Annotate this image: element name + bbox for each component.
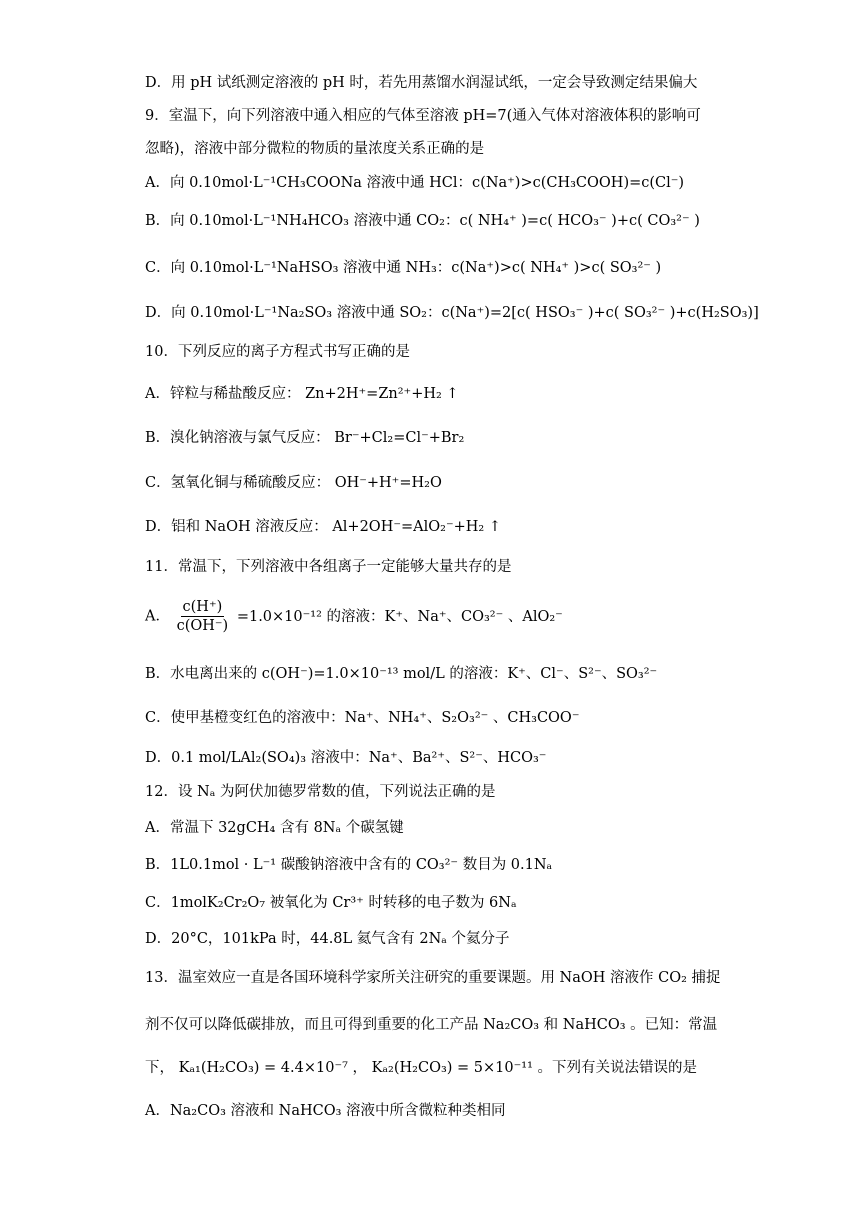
q9-stem-line2: 忽略)，溶液中部分微粒的物质的量浓度关系正确的是 [145,141,485,157]
q9-stem-line1: 9．室温下，向下列溶液中通入相应的气体至溶液 pH=7(通入气体对溶液体积的影响可 [145,108,701,124]
q9-option-a: A．向 0.10mol·L⁻¹CH₃COONa 溶液中通 HCl：c(Na⁺)>c(CH₃COOH)=c(Cl⁻) [145,175,685,191]
q12-option-b: B．1L0.1mol · L⁻¹ 碳酸钠溶液中含有的 CO₃²⁻ 数目为 0.1Nₐ [145,857,553,873]
q12-option-a: A．常温下 32gCH₄ 含有 8Nₐ 个碳氢键 [145,820,404,836]
q10-option-c: C．氢氧化铜与稀硫酸反应： OH⁻+H⁺=H₂O [145,475,442,491]
q11-option-a-rest: =1.0×10⁻¹² 的溶液：K⁺、Na⁺、CO₃²⁻ 、AlO₂⁻ [236,608,563,625]
q13-stem-line1: 13．温室效应一直是各国环境科学家所关注研究的重要课题。用 NaOH 溶液作 CO₂ 捕捉 [145,970,721,986]
q11-option-b: B．水电离出来的 c(OH⁻)=1.0×10⁻¹³ mol/L 的溶液：K⁺、Cl⁻、S²⁻、SO₃²⁻ [145,666,658,682]
fraction-denominator: c(OH⁻) [176,618,229,634]
q13-stem-line2: 剂不仅可以降低碳排放，而且可得到重要的化工产品 Na₂CO₃ 和 NaHCO₃ 。已知：常温 [145,1017,718,1033]
q10-option-a: A．锌粒与稀盐酸反应： Zn+2H⁺=Zn²⁺+H₂ ↑ [145,386,459,402]
q11-option-d: D．0.1 mol/LAl₂(SO₄)₃ 溶液中：Na⁺、Ba²⁺、S²⁻、HCO₃⁻ [145,750,547,766]
q11-option-c: C．使甲基橙变红色的溶液中：Na⁺、NH₄⁺、S₂O₃²⁻ 、CH₃COO⁻ [145,710,580,726]
q12-stem: 12．设 Nₐ 为阿伏加德罗常数的值，下列说法正确的是 [145,784,496,800]
fraction-numerator: c(H⁺) [182,599,223,615]
q11-option-a [145,598,563,635]
q13-stem-line3: 下， Kₐ₁(H₂CO₃) = 4.4×10⁻⁷ ， Kₐ₂(H₂CO₃) = 5×10⁻¹¹ 。下列有关说法错误的是 [145,1060,698,1076]
fraction [175,598,231,635]
q13-option-a: A．Na₂CO₃ 溶液和 NaHCO₃ 溶液中所含微粒种类相同 [145,1103,506,1119]
q12-option-d: D．20°C，101kPa 时，44.8L 氦气含有 2Nₐ 个氦分子 [145,931,510,947]
q10-option-b: B．溴化钠溶液与氯气反应： Br⁻+Cl₂=Cl⁻+Br₂ [145,430,465,446]
q11-stem: 11．常温下，下列溶液中各组离子一定能够大量共存的是 [145,559,512,575]
q9-option-d: D．向 0.10mol·L⁻¹Na₂SO₃ 溶液中通 SO₂：c(Na⁺)=2[c( HSO₃⁻ )+c( SO₃²⁻ )+c(H₂SO₃)] [145,305,759,321]
q10-stem: 10．下列反应的离子方程式书写正确的是 [145,344,410,360]
q10-option-d: D．铝和 NaOH 溶液反应： Al+2OH⁻=AlO₂⁻+H₂ ↑ [145,519,501,535]
q11-option-a-label: A． [145,608,170,625]
q9-option-c: C．向 0.10mol·L⁻¹NaHSO₃ 溶液中通 NH₃：c(Na⁺)>c( NH₄⁺ )>c( SO₃²⁻ ) [145,260,662,276]
q9-option-b: B．向 0.10mol·L⁻¹NH₄HCO₃ 溶液中通 CO₂：c( NH₄⁺ )=c( HCO₃⁻ )+c( CO₃²⁻ ) [145,213,700,229]
q12-option-c: C．1molK₂Cr₂O₇ 被氧化为 Cr³⁺ 时转移的电子数为 6Nₐ [145,895,517,911]
q8-option-d: D．用 pH 试纸测定溶液的 pH 时，若先用蒸馏水润湿试纸，一定会导致测定结果偏大 [145,75,698,91]
